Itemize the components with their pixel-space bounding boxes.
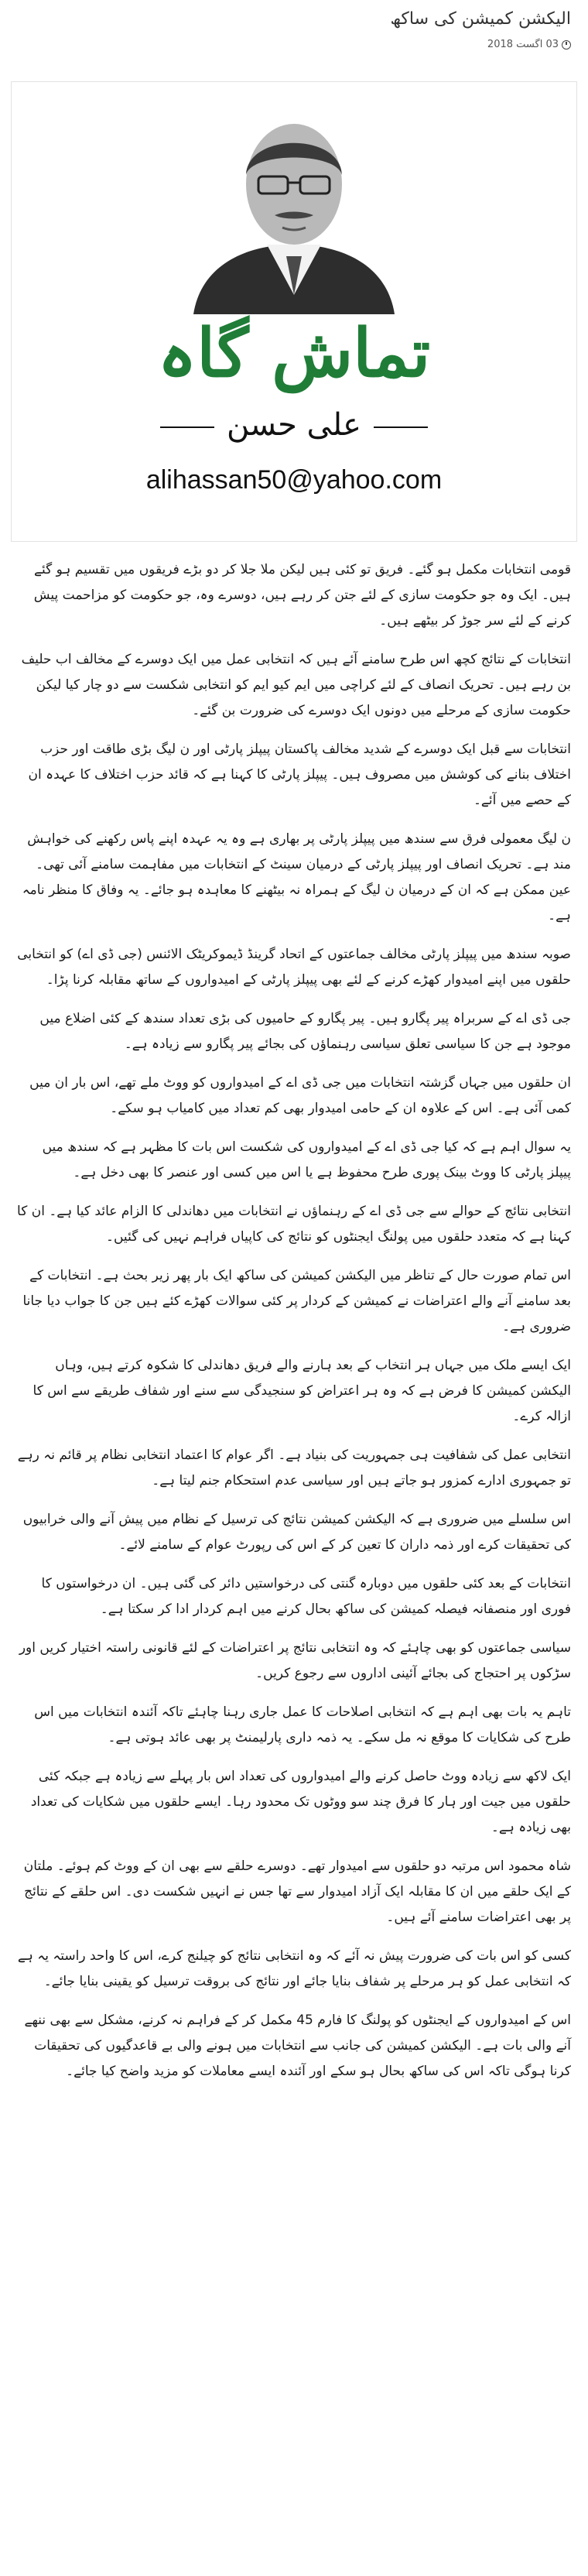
publish-date [487,39,571,50]
article-paragraph: صوبہ سندھ میں پیپلز پارٹی مخالف جماعتوں کے اتحاد گرینڈ ڈیموکریٹک الائنس (جی ڈی اے) کو انتخابی حلقوں میں اپنے امیدوار کھڑے کرنے کے لئے بھی پیپلز پارٹی کے امیدواروں کے ساتھ مقابلہ کرنا پڑا۔ [17,947,571,988]
article-paragraph: سیاسی جماعتوں کو بھی چاہئے کہ وہ انتخابی نتائج پر اعتراضات کے لئے قانونی راستہ اختیار کریں اور سڑکوں پر احتجاج کی بجائے آئینی اداروں سے رجوع کریں۔ [19,1640,571,1681]
article-paragraph: اس کے امیدواروں کے ایجنٹوں کو پولنگ کا فارم 45 مکمل کر کے فراہم نہ کرنے، مشکل سے بھی ننھے آنے والی بات ہے۔ الیکشن کمیشن کی جانب سے انتخابات میں ہونے والی بے قاعدگیوں کی تحقیقات کرنا ہوگی تاکہ اس کی ساکھ بحال ہو سکے اور آئندہ ایسے معاملات کو مزید واضح کیا جائے۔ [24,2012,571,2079]
article-paragraph: اس سلسلے میں ضروری ہے کہ الیکشن کمیشن نتائج کی ترسیل کے نظام میں پیش آنے والی خرابیوں کی تحقیقات کرے اور ذمہ داران کا تعین کر کے اس کی رپورٹ عوام کے سامنے لائے۔ [22,1512,571,1553]
article-paragraph: ن لیگ معمولی فرق سے سندھ میں پیپلز پارٹی پر بھاری ہے وہ یہ عہدہ اپنے پاس رکھنے کی خواہش مند ہے۔ تحریک انصاف اور پیپلز پارٹی کے درمیان سینٹ کے انتخابات میں مفاہمت سامنے آئی تھی۔ عین ممکن ہے کہ ان کے درمیان ن لیگ کے ہمراہ نہ بیٹھنے کا معاہدہ ہو جائے۔ یہ وفاق کا منظر نامہ ہے۔ [22,831,571,923]
article-header [0,0,588,85]
article-paragraph: ان حلقوں میں جہاں گزشتہ انتخابات میں جی ڈی اے کے امیدواروں کو ووٹ ملے تھے، اس بار ان میں کمی آئی ہے۔ اس کے علاوہ ان کے حامی امیدوار بھی کم تعداد میں کامیاب ہو سکے۔ [29,1075,571,1116]
article-paragraph: یہ سوال اہم ہے کہ کیا جی ڈی اے کے امیدواروں کی شکست اس بات کا مظہر ہے کہ سندھ میں پیپلز پارٹی کا ووٹ بینک پوری طرح محفوظ ہے یا اس میں کسی اور عنصر کا بھی دخل ہے۔ [42,1139,571,1180]
author-email: alihassan50@yahoo.com [145,465,443,495]
article-title: الیکشن کمیشن کی ساکھ [390,9,571,29]
article-paragraph: انتخابات کے بعد کئی حلقوں میں دوبارہ گنتی کی درخواستیں دائر کی گئی ہیں۔ ان درخواستوں کا فوری اور منصفانہ فیصلہ کمیشن کی ساکھ بحال کرنے میں اہم کردار ادا کر سکتا ہے۔ [41,1576,571,1617]
article-paragraph: قومی انتخابات مکمل ہو گئے۔ فریق تو کئی ہیں لیکن ملا جلا کر دو بڑے فریقوں میں تقسیم ہو گئے ہیں۔ ایک وہ جو حکومت سازی کے لئے جتن کر رہے ہیں، دوسرے وہ، جو حکومت کو مزاحمت پیش کرنے کے لئے سر جوڑ کر بیٹھے ہیں۔ [33,562,571,629]
article-paragraph: جی ڈی اے کے سربراہ پیر پگارو ہیں۔ پیر پگارو کے حامیوں کی بڑی تعداد سندھ کے کئی اضلاع میں موجود ہے جن کا سیاسی تعلق سیاسی رہنماؤں کی بجائے پیر پگارو سے زیادہ ہے۔ [39,1011,571,1052]
column-masthead: تماش گاہ [157,314,431,392]
article-paragraph: انتخابی عمل کی شفافیت ہی جمہوریت کی بنیاد ہے۔ اگر عوام کا اعتماد انتخابی نظام پر قائم نہ رہے تو جمہوری ادارے کمزور ہو جاتے ہیں اور سیاسی عدم استحکام جنم لیتا ہے۔ [17,1447,571,1488]
article-paragraph: ایک ایسے ملک میں جہاں ہر انتخاب کے بعد ہارنے والے فریق دھاندلی کا شکوہ کرتے ہیں، وہاں الیکشن کمیشن کا فرض ہے کہ وہ ہر اعتراض کو سنجیدگی سے سنے اور شفاف طریقے سے اس کا ازالہ کرے۔ [32,1358,571,1424]
article-paragraph: ایک لاکھ سے زیادہ ووٹ حاصل کرنے والے امیدواروں کی تعداد اس بار پہلے سے زیادہ ہے جبکہ کئی حلقوں میں جیت اور ہار کا فرق چند سو ووٹوں تک محدود رہا۔ ایسے حلقوں میں شکایات کی تعداد بھی زیادہ ہے۔ [30,1769,571,1835]
clock-icon [562,40,571,50]
author-name: علی حسن [12,407,576,443]
date-text: 03 اگست 2018 [487,39,559,50]
article-paragraph: انتخابی نتائج کے حوالے سے جی ڈی اے کے رہنماؤں نے انتخابات میں دھاندلی کا الزام عائد کیا ہے۔ ان کا کہنا ہے کہ متعدد حلقوں میں پولنگ ایجنٹوں کو نتائج کی کاپیاں فراہم نہیں کی گئیں۔ [17,1204,571,1245]
article-paragraph: انتخابات سے قبل ایک دوسرے کے شدید مخالف پاکستان پیپلز پارٹی اور ن لیگ بڑی طاقت اور حزب اختلاف بنانے کی کوشش میں مصروف ہیں۔ پیپلز پارٹی کا کہنا ہے کہ قائد حزب اختلاف کا عہدہ ان کے حصے میں آئے۔ [28,742,571,808]
article-paragraph: اس تمام صورت حال کے تناظر میں الیکشن کمیشن کی ساکھ ایک بار پھر زیر بحث ہے۔ انتخابات کے بعد سامنے آنے والے اعتراضات نے کمیشن کے کردار پر کئی سوالات کھڑے کئے ہیں جن کا جواب دیا جانا ضروری ہے۔ [22,1268,571,1334]
article-paragraph: کسی کو اس بات کی ضرورت پیش نہ آئے کہ وہ انتخابی نتائج کو چیلنج کرے، اس کا واحد راستہ یہ ہے کہ انتخابی عمل کو ہر مرحلے پر شفاف بنایا جائے اور نتائج کی بروقت ترسیل کو یقینی بنایا جائے۔ [17,1948,571,1989]
article-paragraph: انتخابات کے نتائج کچھ اس طرح سامنے آئے ہیں کہ انتخابی عمل میں ایک دوسرے کے مخالف اب حلیف بن رہے ہیں۔ تحریک انصاف کے لئے کراچی میں ایم کیو ایم کو انتخابی شکست سے دو چار کیا لیکن حکومت سازی کے مرحلے میں دونوں ایک دوسرے کی ضرورت بن گئے۔ [21,652,571,718]
article-body [17,557,571,2098]
article-paragraph: تاہم یہ بات بھی اہم ہے کہ انتخابی اصلاحات کا عمل جاری رہنا چاہئے تاکہ آئندہ انتخابات میں اس طرح کی شکایات کا موقع نہ مل سکے۔ یہ ذمہ داری پارلیمنٹ پر بھی عائد ہوتی ہے۔ [34,1704,571,1745]
article-paragraph: شاہ محمود اس مرتبہ دو حلقوں سے امیدوار تھے۔ دوسرے حلقے سے بھی ان کے ووٹ کم ہوئے۔ ملتان کے ایک حلقے میں ان کا مقابلہ ایک آزاد امیدوار سے تھا جس نے انہیں شکست دی۔ اس حلقے کے نتائج پر بھی اعتراضات سامنے آئے ہیں۔ [23,1858,571,1925]
author-portrait [178,98,410,314]
column-banner [11,81,577,542]
